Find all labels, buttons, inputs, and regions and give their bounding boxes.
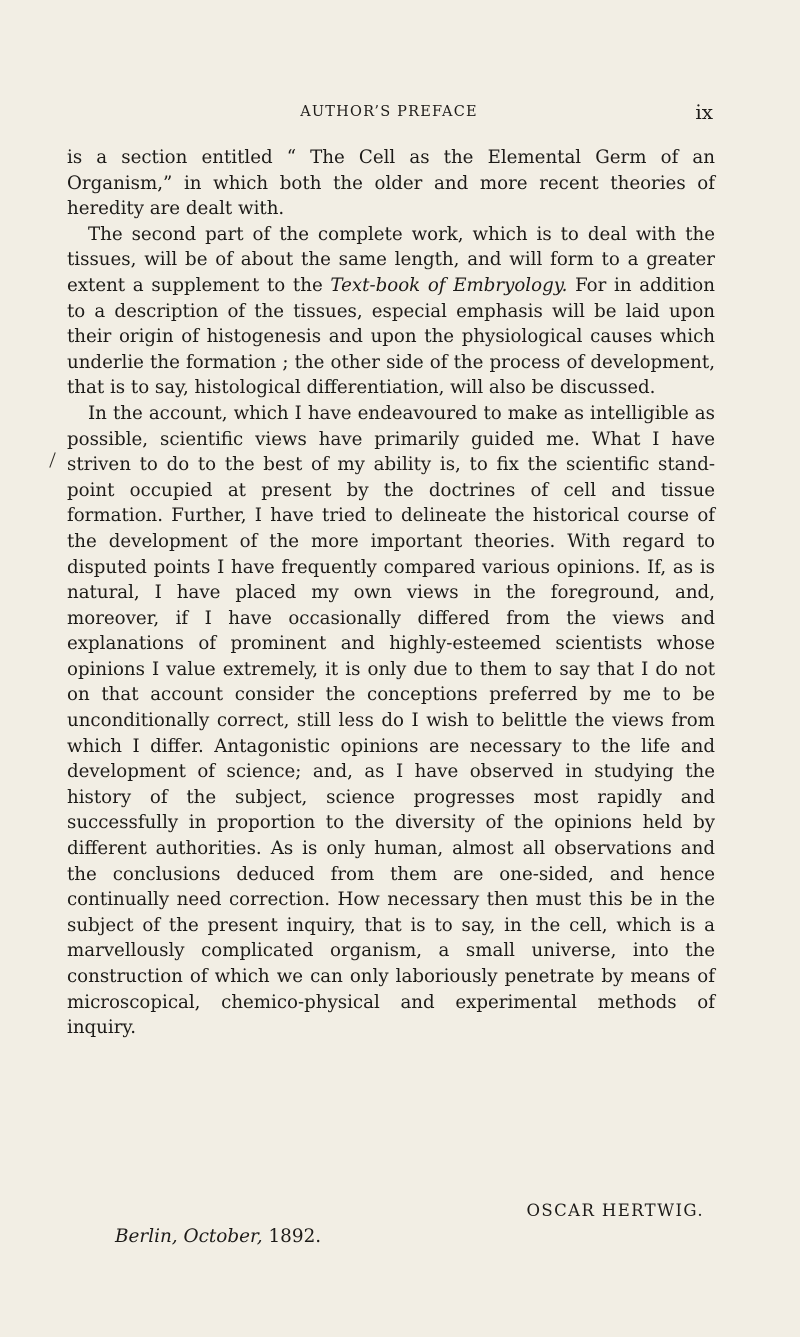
paragraph-second-part-lead: The second part of the complete work, which is to deal with the tissues, will be of about the same length, and will form to a greater extent a supplement to the [67, 223, 715, 296]
running-head [67, 100, 713, 128]
paragraph-second-part [67, 222, 715, 401]
margin-pencil-mark [49, 452, 55, 467]
dateline [115, 1226, 321, 1247]
dateline-place-month: Berlin, October, [115, 1226, 263, 1247]
book-title-reference: Text-book of Embryology. [330, 274, 568, 296]
running-title: AUTHOR’S PREFACE [300, 104, 478, 120]
paragraph-account: In the account, which I have endeavoured to make as intelligible as possible, scientific views have primarily guided me. What I have striven to do to the best of my ability is, to fix the scientific stand-point occupied at present by the doctrines of cell and tissue formation. Further, I have tried to delineate the historical course of the development of the more important theories. With regard to disputed points I have frequently compared various opinions. If, as is natural, I have placed my own views in the foreground, and, moreover, if I have occasionally differed from the views and explanations of prominent and highly-esteemed scientists whose opinions I value extremely, it is only due to them to say that I do not on that account consider the conceptions preferred by me to be unconditionally correct, still less do I wish to belittle the views from which I differ. Antagonistic opinions are necessary to the life and development of science; and, as I have observed in studying the history of the subject, science progresses most rapidly and successfully in proportion to the diversity of the opinions held by different authorities. As is only human, almost all observations and the conclusions deduced from them are one-sided, and hence continually need correction. How necessary then must this be in the subject of the present inquiry, that is to say, in the cell, which is a marvellously complicated organism, a small universe, into the construction of which we can only laboriously penetrate by means of microscopical, chemico-physical and experimental methods of inquiry. [67, 402, 715, 1039]
preface-body [67, 145, 715, 1041]
dateline-year: 1892. [268, 1226, 322, 1247]
paragraph-continued: is a section entitled “ The Cell as the Elemental Germ of an Organism,” in which both the older and more recent theories of heredity are dealt with. [67, 147, 715, 220]
author-signature: OSCAR HERTWIG. [526, 1201, 704, 1220]
paragraph-second-part-rest: For in addition to a description of the tissues, especial emphasis will be laid upon their origin of histogenesis and upon the physiological causes which underlie the formation ; the other side of the process of development, that is to say, histological differentiation, will also be discussed. [67, 274, 715, 399]
page-number: ix [695, 100, 713, 124]
